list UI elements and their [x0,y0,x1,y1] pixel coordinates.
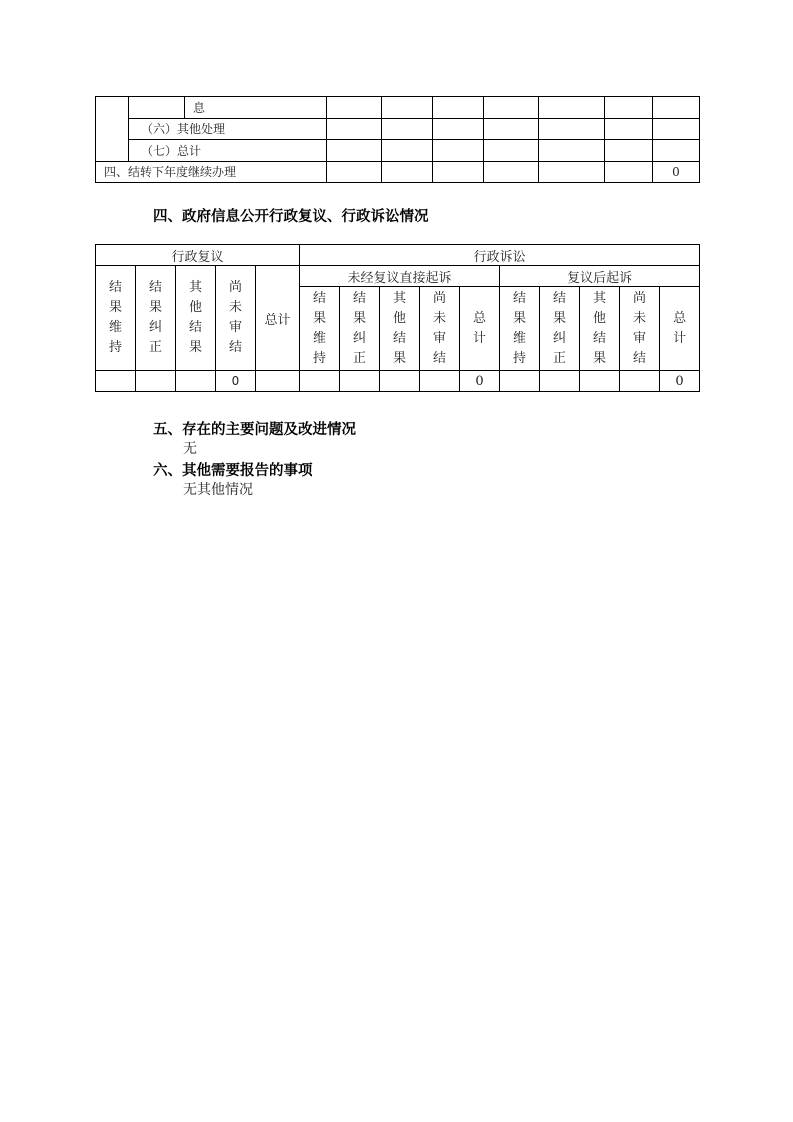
table-cell [327,161,382,183]
row-label-xi: 息 [185,97,327,119]
review-col-total: 总计 [256,266,300,371]
section5-body: 无 [183,441,197,457]
table-row [96,97,700,119]
after-col-result-corrected: 结 果 纠 正 [540,287,580,371]
table-cell [420,371,460,392]
direct-col-result-maintained: 结 果 维 持 [300,287,340,371]
row-label-carry-over: 四、结转下年度继续办理 [96,161,327,183]
section5-heading: 五、存在的主要问题及改进情况 [153,422,356,438]
table-cell [605,161,653,183]
table-cell [653,97,700,119]
table-cell [96,97,129,162]
table-cell [653,118,700,140]
table-cell [380,371,420,392]
table-row [96,118,700,140]
review-col-result-corrected: 结 果 纠 正 [136,266,176,371]
table-row [96,245,700,266]
carry-over-total: 0 [653,161,700,183]
table-cell [540,371,580,392]
row-label-other-handling: （六）其他处理 [129,118,327,140]
direct-suit-header: 未经复议直接起诉 [300,266,500,287]
table-cell [129,97,185,119]
direct-col-other-result: 其 他 结 果 [380,287,420,371]
direct-col-pending: 尚 未 审 结 [420,287,460,371]
table-row [96,371,700,392]
table-cell [433,140,484,162]
review-header: 行政复议 [96,245,300,266]
table-cell [382,161,433,183]
table-cell [484,97,539,119]
table-cell [433,161,484,183]
table-cell [136,371,176,392]
direct-col-result-corrected: 结 果 纠 正 [340,287,380,371]
section6-body: 无其他情况 [183,482,253,498]
after-col-total: 总 计 [660,287,700,371]
table-cell [605,140,653,162]
section6-heading: 六、其他需要报告的事项 [153,463,313,479]
statistics-table-continued [95,96,700,183]
table-cell [484,118,539,140]
table-cell [605,118,653,140]
table-cell [340,371,380,392]
table-cell [327,97,382,119]
review-col-pending: 尚 未 审 结 [216,266,256,371]
table-cell [433,97,484,119]
after-col-other-result: 其 他 结 果 [580,287,620,371]
table-row [96,161,700,183]
table-cell [327,118,382,140]
review-col-other-result: 其 他 结 果 [176,266,216,371]
after-col-result-maintained: 结 果 维 持 [500,287,540,371]
review-col-result-maintained: 结 果 维 持 [96,266,136,371]
table-cell [539,161,605,183]
row-label-total: （七）总计 [129,140,327,162]
after-total-value: 0 [660,371,700,392]
table-cell [500,371,540,392]
table-cell [620,371,660,392]
table-cell [96,371,136,392]
table-cell [382,97,433,119]
table-cell [382,118,433,140]
table-cell [382,140,433,162]
table-cell [539,140,605,162]
table-cell [484,140,539,162]
litigation-header: 行政诉讼 [300,245,700,266]
after-col-pending: 尚 未 审 结 [620,287,660,371]
table-cell [327,140,382,162]
table-cell [539,118,605,140]
section4-heading: 四、政府信息公开行政复议、行政诉讼情况 [153,209,429,225]
table-cell [580,371,620,392]
direct-total-value: 0 [460,371,500,392]
table-cell [539,97,605,119]
table-cell [256,371,300,392]
review-pending-value: 0 [216,371,256,392]
direct-col-total: 总 计 [460,287,500,371]
after-review-header: 复议后起诉 [500,266,700,287]
table-cell [433,118,484,140]
table-cell [300,371,340,392]
review-litigation-table [95,244,700,392]
table-cell [176,371,216,392]
table-row [96,140,700,162]
table-row [96,266,700,287]
table-cell [484,161,539,183]
table-cell [605,97,653,119]
table-cell [653,140,700,162]
